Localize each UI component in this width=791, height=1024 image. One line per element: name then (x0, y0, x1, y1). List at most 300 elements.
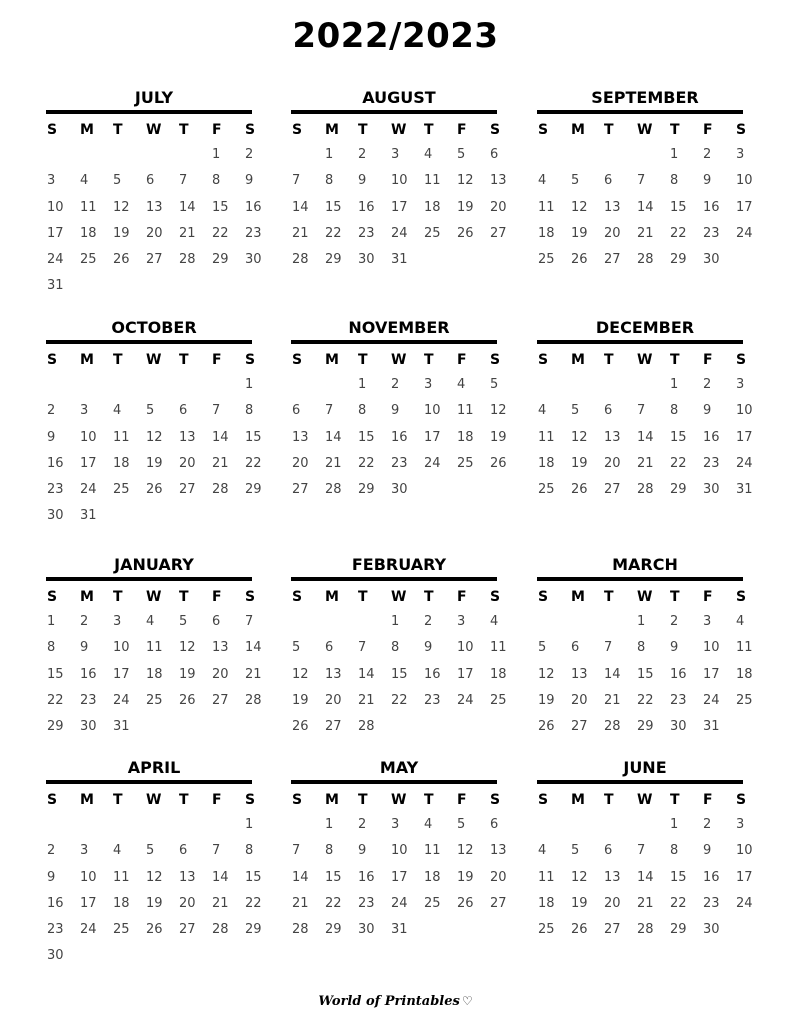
day-cell: 29 (212, 252, 229, 268)
empty-cell (79, 812, 112, 838)
month-days-grid (291, 118, 507, 273)
day-cell: 15 (670, 199, 687, 215)
day-cell: 20 (604, 455, 621, 471)
weekday-header: M (80, 352, 94, 368)
weekday-header: T (179, 352, 189, 368)
day-cell: 6 (179, 843, 188, 859)
day-cell: 30 (80, 719, 97, 735)
day-cell: 2 (47, 403, 56, 419)
day-cell: 25 (424, 225, 441, 241)
day-cell: 1 (245, 377, 254, 392)
day-cell: 26 (457, 225, 474, 241)
day-cell: 28 (604, 719, 621, 735)
day-cell: 13 (490, 173, 507, 189)
day-cell: 3 (80, 403, 89, 419)
month-january (46, 555, 262, 740)
weekday-header: S (736, 589, 747, 605)
heart-icon: ♡ (461, 994, 473, 1008)
weekday-header: S (490, 122, 501, 138)
day-cell: 31 (113, 719, 130, 735)
day-cell: 24 (736, 225, 753, 241)
month-divider (46, 110, 252, 114)
weekday-header: T (113, 792, 123, 808)
day-cell: 5 (571, 403, 580, 419)
weekday-header: F (212, 352, 222, 368)
day-cell: 19 (146, 895, 163, 911)
day-cell: 9 (703, 403, 712, 419)
empty-cell (291, 142, 324, 168)
day-cell: 28 (212, 482, 229, 498)
empty-cell (178, 142, 211, 168)
day-cell: 1 (212, 147, 221, 162)
day-cell: 25 (538, 482, 555, 498)
day-cell: 13 (490, 843, 507, 859)
day-cell: 21 (245, 666, 262, 682)
month-september (537, 88, 753, 273)
month-may (291, 758, 507, 943)
day-cell: 10 (113, 640, 130, 656)
day-cell: 22 (47, 692, 64, 708)
day-cell: 8 (245, 843, 254, 859)
day-cell: 10 (703, 640, 720, 656)
day-cell: 19 (457, 869, 474, 885)
day-cell: 6 (292, 403, 301, 419)
weekday-header: S (245, 122, 256, 138)
day-cell: 3 (736, 377, 745, 392)
day-cell: 5 (457, 147, 466, 162)
month-days-grid (537, 348, 753, 503)
day-cell: 13 (292, 429, 309, 445)
empty-cell (145, 142, 178, 168)
day-cell: 7 (212, 403, 221, 419)
day-cell: 22 (670, 455, 687, 471)
month-divider (291, 780, 497, 784)
day-cell: 2 (80, 614, 89, 629)
day-cell: 19 (571, 455, 588, 471)
day-cell: 23 (47, 922, 64, 938)
day-cell: 18 (113, 895, 130, 911)
day-cell: 2 (703, 377, 712, 392)
weekday-header: S (245, 352, 256, 368)
day-cell: 25 (490, 692, 507, 708)
day-cell: 26 (571, 482, 588, 498)
day-cell: 26 (457, 895, 474, 911)
weekday-header: W (146, 589, 162, 605)
day-cell: 12 (538, 666, 555, 682)
weekday-header: T (358, 352, 368, 368)
day-cell: 15 (245, 429, 262, 445)
weekday-header: W (391, 792, 407, 808)
month-name: DECEMBER (595, 318, 695, 337)
day-cell: 26 (179, 692, 196, 708)
day-cell: 5 (146, 843, 155, 859)
day-cell: 10 (391, 843, 408, 859)
day-cell: 11 (736, 640, 753, 656)
day-cell: 12 (457, 843, 474, 859)
day-cell: 29 (670, 922, 687, 938)
day-cell: 21 (358, 692, 375, 708)
empty-cell (537, 372, 570, 398)
day-cell: 11 (113, 869, 130, 885)
empty-cell (79, 372, 112, 398)
day-cell: 18 (490, 666, 507, 682)
month-days-grid (537, 788, 753, 943)
day-cell: 17 (80, 455, 97, 471)
day-cell: 15 (47, 666, 64, 682)
empty-cell (324, 609, 357, 635)
day-cell: 25 (80, 252, 97, 268)
day-cell: 22 (670, 895, 687, 911)
day-cell: 13 (179, 869, 196, 885)
day-cell: 18 (146, 666, 163, 682)
day-cell: 4 (457, 377, 466, 392)
day-cell: 23 (47, 482, 64, 498)
day-cell: 17 (80, 895, 97, 911)
day-cell: 31 (47, 278, 64, 294)
weekday-header: T (670, 352, 680, 368)
day-cell: 6 (604, 173, 613, 189)
weekday-header: M (325, 589, 339, 605)
day-cell: 24 (80, 482, 97, 498)
day-cell: 1 (670, 817, 679, 832)
day-cell: 23 (670, 692, 687, 708)
day-cell: 19 (538, 692, 555, 708)
day-cell: 7 (292, 173, 301, 189)
day-cell: 26 (490, 455, 507, 471)
day-cell: 24 (391, 225, 408, 241)
day-cell: 23 (358, 225, 375, 241)
day-cell: 18 (424, 199, 441, 215)
weekday-header: S (245, 792, 256, 808)
day-cell: 23 (703, 895, 720, 911)
day-cell: 6 (490, 147, 499, 162)
empty-cell (112, 372, 145, 398)
day-cell: 3 (424, 377, 433, 392)
weekday-header: S (245, 589, 256, 605)
month-days-grid (537, 585, 753, 740)
day-cell: 2 (47, 843, 56, 859)
empty-cell (570, 142, 603, 168)
day-cell: 1 (670, 377, 679, 392)
month-april (46, 758, 262, 970)
day-cell: 24 (736, 455, 753, 471)
day-cell: 10 (47, 199, 64, 215)
day-cell: 28 (637, 922, 654, 938)
day-cell: 11 (490, 640, 507, 656)
day-cell: 19 (571, 225, 588, 241)
day-cell: 15 (212, 199, 229, 215)
month-october (46, 318, 262, 530)
month-divider (46, 780, 252, 784)
day-cell: 3 (47, 173, 56, 189)
day-cell: 28 (637, 482, 654, 498)
day-cell: 13 (146, 199, 163, 215)
weekday-header: W (146, 122, 162, 138)
day-cell: 22 (325, 225, 342, 241)
weekday-header: M (571, 352, 585, 368)
day-cell: 14 (212, 429, 229, 445)
day-cell: 12 (571, 869, 588, 885)
day-cell: 4 (538, 173, 547, 189)
empty-cell (291, 372, 324, 398)
day-cell: 7 (637, 403, 646, 419)
day-cell: 6 (212, 614, 221, 629)
day-cell: 1 (358, 377, 367, 392)
day-cell: 26 (146, 922, 163, 938)
day-cell: 21 (179, 225, 196, 241)
day-cell: 17 (457, 666, 474, 682)
weekday-header: T (113, 122, 123, 138)
month-days-grid (291, 585, 507, 740)
day-cell: 8 (391, 640, 400, 656)
weekday-header: T (358, 589, 368, 605)
day-cell: 27 (146, 252, 163, 268)
day-cell: 23 (703, 455, 720, 471)
day-cell: 23 (703, 225, 720, 241)
day-cell: 10 (457, 640, 474, 656)
day-cell: 16 (47, 455, 64, 471)
day-cell: 25 (113, 922, 130, 938)
day-cell: 19 (571, 895, 588, 911)
day-cell: 25 (146, 692, 163, 708)
day-cell: 20 (490, 869, 507, 885)
weekday-header: W (391, 122, 407, 138)
weekday-header: S (490, 352, 501, 368)
day-cell: 16 (358, 869, 375, 885)
day-cell: 11 (80, 199, 97, 215)
day-cell: 17 (391, 869, 408, 885)
month-name: APRIL (127, 758, 181, 777)
brand-logo (0, 994, 791, 1009)
day-cell: 14 (637, 199, 654, 215)
day-cell: 17 (424, 429, 441, 445)
day-cell: 25 (424, 895, 441, 911)
weekday-header: T (604, 352, 614, 368)
day-cell: 29 (637, 719, 654, 735)
month-name: MAY (379, 758, 419, 777)
weekday-header: M (571, 589, 585, 605)
day-cell: 30 (703, 252, 720, 268)
day-cell: 16 (245, 199, 262, 215)
day-cell: 14 (292, 199, 309, 215)
day-cell: 9 (703, 843, 712, 859)
day-cell: 27 (604, 482, 621, 498)
weekday-header: T (604, 792, 614, 808)
day-cell: 18 (457, 429, 474, 445)
day-cell: 12 (179, 640, 196, 656)
day-cell: 16 (391, 429, 408, 445)
day-cell: 7 (358, 640, 367, 656)
empty-cell (46, 142, 79, 168)
day-cell: 6 (604, 403, 613, 419)
day-cell: 15 (391, 666, 408, 682)
day-cell: 2 (391, 377, 400, 392)
weekday-header: S (292, 792, 303, 808)
weekday-header: T (179, 122, 189, 138)
day-cell: 9 (80, 640, 89, 656)
empty-cell (79, 142, 112, 168)
weekday-header: T (113, 589, 123, 605)
empty-cell (537, 812, 570, 838)
day-cell: 2 (245, 147, 254, 162)
day-cell: 29 (358, 482, 375, 498)
day-cell: 19 (292, 692, 309, 708)
day-cell: 22 (245, 895, 262, 911)
day-cell: 27 (212, 692, 229, 708)
weekday-header: T (358, 792, 368, 808)
day-cell: 23 (80, 692, 97, 708)
day-cell: 16 (703, 429, 720, 445)
day-cell: 29 (325, 922, 342, 938)
day-cell: 30 (703, 922, 720, 938)
day-cell: 1 (325, 147, 334, 162)
month-name: JANUARY (114, 555, 194, 574)
day-cell: 28 (292, 922, 309, 938)
day-cell: 5 (146, 403, 155, 419)
day-cell: 4 (736, 614, 745, 629)
day-cell: 1 (245, 817, 254, 832)
day-cell: 9 (670, 640, 679, 656)
day-cell: 28 (212, 922, 229, 938)
day-cell: 26 (113, 252, 130, 268)
month-name: JULY (134, 88, 174, 107)
day-cell: 21 (292, 895, 309, 911)
weekday-header: S (47, 352, 58, 368)
day-cell: 3 (391, 147, 400, 162)
day-cell: 24 (457, 692, 474, 708)
weekday-header: S (538, 792, 549, 808)
day-cell: 15 (358, 429, 375, 445)
day-cell: 19 (113, 225, 130, 241)
day-cell: 10 (736, 403, 753, 419)
day-cell: 20 (571, 692, 588, 708)
page-title: 2022/2023 (292, 16, 499, 56)
day-cell: 12 (292, 666, 309, 682)
day-cell: 14 (325, 429, 342, 445)
empty-cell (145, 372, 178, 398)
day-cell: 25 (736, 692, 753, 708)
day-cell: 17 (47, 225, 64, 241)
month-days-grid (46, 788, 262, 970)
day-cell: 15 (670, 429, 687, 445)
day-cell: 28 (637, 252, 654, 268)
empty-cell (291, 812, 324, 838)
day-cell: 19 (490, 429, 507, 445)
day-cell: 21 (325, 455, 342, 471)
month-divider (46, 577, 252, 581)
day-cell: 20 (325, 692, 342, 708)
day-cell: 9 (245, 173, 254, 189)
month-divider (537, 340, 743, 344)
day-cell: 29 (245, 482, 262, 498)
day-cell: 14 (358, 666, 375, 682)
day-cell: 24 (47, 252, 64, 268)
day-cell: 12 (571, 429, 588, 445)
day-cell: 18 (80, 225, 97, 241)
day-cell: 17 (736, 429, 753, 445)
day-cell: 12 (490, 403, 507, 419)
day-cell: 9 (703, 173, 712, 189)
day-cell: 29 (670, 252, 687, 268)
day-cell: 29 (670, 482, 687, 498)
day-cell: 27 (179, 922, 196, 938)
day-cell: 6 (571, 640, 580, 656)
weekday-header: S (736, 792, 747, 808)
day-cell: 13 (212, 640, 229, 656)
day-cell: 12 (571, 199, 588, 215)
month-days-grid (46, 118, 262, 300)
day-cell: 26 (292, 719, 309, 735)
weekday-header: T (179, 792, 189, 808)
weekday-header: W (637, 122, 653, 138)
day-cell: 3 (703, 614, 712, 629)
month-name: JUNE (623, 758, 667, 777)
day-cell: 28 (292, 252, 309, 268)
day-cell: 3 (113, 614, 122, 629)
day-cell: 8 (47, 640, 56, 656)
empty-cell (537, 609, 570, 635)
weekday-header: F (703, 122, 713, 138)
day-cell: 5 (457, 817, 466, 832)
empty-cell (603, 812, 636, 838)
day-cell: 30 (358, 252, 375, 268)
weekday-header: S (292, 352, 303, 368)
day-cell: 8 (245, 403, 254, 419)
day-cell: 21 (637, 455, 654, 471)
day-cell: 8 (637, 640, 646, 656)
day-cell: 1 (325, 817, 334, 832)
day-cell: 7 (325, 403, 334, 419)
day-cell: 25 (538, 252, 555, 268)
empty-cell (178, 372, 211, 398)
day-cell: 23 (358, 895, 375, 911)
day-cell: 22 (637, 692, 654, 708)
day-cell: 26 (571, 922, 588, 938)
day-cell: 21 (637, 225, 654, 241)
month-august (291, 88, 507, 273)
day-cell: 24 (113, 692, 130, 708)
day-cell: 7 (179, 173, 188, 189)
day-cell: 5 (571, 843, 580, 859)
weekday-header: F (212, 589, 222, 605)
weekday-header: M (80, 122, 94, 138)
weekday-header: W (391, 352, 407, 368)
weekday-header: T (424, 589, 434, 605)
empty-cell (145, 812, 178, 838)
day-cell: 30 (670, 719, 687, 735)
day-cell: 28 (179, 252, 196, 268)
weekday-header: F (212, 122, 222, 138)
day-cell: 13 (571, 666, 588, 682)
month-november (291, 318, 507, 503)
empty-cell (636, 372, 669, 398)
day-cell: 30 (47, 508, 64, 524)
day-cell: 5 (113, 173, 122, 189)
day-cell: 13 (604, 429, 621, 445)
day-cell: 27 (325, 719, 342, 735)
day-cell: 22 (391, 692, 408, 708)
day-cell: 27 (490, 895, 507, 911)
day-cell: 10 (80, 869, 97, 885)
day-cell: 16 (670, 666, 687, 682)
month-name: MARCH (612, 555, 678, 574)
day-cell: 20 (179, 895, 196, 911)
day-cell: 28 (325, 482, 342, 498)
day-cell: 14 (637, 429, 654, 445)
day-cell: 29 (325, 252, 342, 268)
weekday-header: T (113, 352, 123, 368)
weekday-header: T (670, 589, 680, 605)
